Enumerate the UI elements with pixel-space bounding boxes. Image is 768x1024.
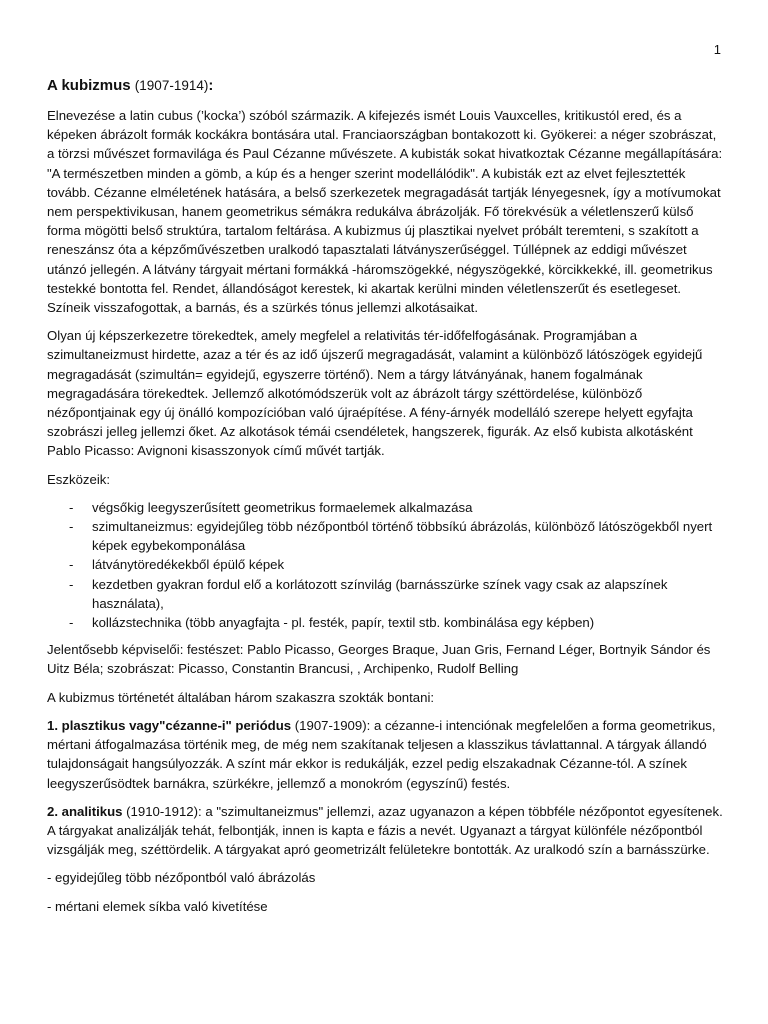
concept-paragraph: Olyan új képszerkezetre törekedtek, amely megfelel a relativitás tér-időfelfogásának. Programjában a szimultaneizmust hirdette, azaz a tér és az idő újszerű megragadását, valamint a különböző látószögek egyidejű megragadását (szimultán= egyidejű, egyszerre történő). Nem a tárgy látványának, hanem fogalmának megragadására törekedtek. Jellemző alkotómódszerük volt az ábrázolt tárgy széttördelése, különböző nézőpontjainak egy új önálló kompozícióban való újraépítése. A fény-árnyék modelláló szerepe helyett egyfajta szobrászi jelleg jellemzi őket. Az alkotások témái csendéletek, hangszerek, figurák. Az első kubista alkotásként Pablo Picasso: Avignoni kisasszonyok című művét tartják. [47, 328, 703, 459]
list-item-text: szimultaneizmus: egyidejűleg több nézőpontból történő többsíkú ábrázolás, különböző látószögekből nyert képek egybekomponálása [92, 519, 713, 554]
list-item [47, 555, 726, 574]
period-1-heading: 1. plasztikus vagy"cézanne-i" periódus [47, 717, 292, 733]
intro-paragraph: Elnevezése a latin cubus (’kocka’) szóból származik. A kifejezés ismét Louis Vauxcelles, kritikustól ered, és a képeken ábrázolt formák kockákra bontására utal. Franciaországban bontakozott ki. Gyökerei: a néger szobrászat, a törzsi művészet formavilága és Paul Cézanne művészete. A kubisták sokat hivatkoztak Cézanne megállapítására: "A természetben minden a gömb, a kúp és a henger szerint modellálódik". A kubisták ezt az elvet fejlesztették tovább. Cézanne elméletének hatására, a belső szerkezetek megragadását tartják lényegesnek, így a motívumokat nem perspektivikusan, hanem geometrikus sémákra redukálva ábrázolják. Fő törekvésük a véletlenszerű külső forma mögötti belső struktúra, tartalom feltárása. A kubizmus új plasztikai nyelvet próbált teremteni, s szakított a reneszánsz óta a képzőművészetben uralkodó tapasztalati látványszerűséggel. Túllépnek az eddigi művészet utánzó jellegén. A látvány tárgyait mértani formákká -háromszögekké, négyszögekké, körcikkekké, ill. geometrikus testekké bontotta fel. Rendet, állandóságot kerestek, ki akartak kerülni minden véletlenszerűt és esetlegeset. Színeik visszafogottak, a barnás, és a szürkés tónus jellemzi alkotásaikat. [47, 108, 723, 316]
list-dash: - [69, 557, 74, 573]
period-1-body: (1907-1909): a cézanne-i intenciónak megfelelően a forma geometrikus, mértani átfogalmazása történik meg, de még nem szakítanak teljesen a klasszikus távlattannal. A tárgyak állandó tulajdonságait hangsúlyozzák. A színt már ekkor is redukálják, ezzel pedig elszakadnak Cézanne-tól. A színek leegyszerűsödtek barnákra, szürkékre, jellemző a monokróm (egyszínű) festés. [47, 717, 716, 791]
title-colon: : [208, 77, 214, 94]
page-title [47, 77, 213, 94]
list-dash: - [69, 519, 74, 535]
tools-label: Eszközeik: [47, 471, 111, 487]
analytic-item-1: - egyidejűleg több nézőpontból való ábrázolás [47, 870, 316, 886]
list-item [47, 613, 726, 632]
list-item-text: látványtöredékekből épülő képek [92, 557, 285, 573]
period-1-paragraph [47, 716, 726, 793]
list-dash: - [69, 576, 74, 592]
page-number: 1 [713, 42, 721, 57]
list-item-text: végsőkig leegyszerűsített geometrikus formaelemek alkalmazása [92, 499, 473, 515]
list-dash: - [69, 615, 74, 631]
period-2-paragraph [47, 802, 726, 860]
list-dash: - [69, 499, 74, 515]
list-item [47, 575, 726, 613]
tools-list [47, 498, 726, 632]
title-main: A kubizmus [47, 77, 131, 94]
list-item-text: kezdetben gyakran fordul elő a korlátozott színvilág (barnásszürke színek vagy csak az alapszínek használata), [92, 576, 668, 611]
title-years: (1907-1914) [134, 78, 209, 93]
list-item [47, 498, 726, 517]
analytic-item-2: - mértani elemek síkba való kivetítése [47, 898, 268, 914]
period-2-heading: 2. analitikus [47, 803, 123, 819]
list-item-text: kollázstechnika (több anyagfajta - pl. festék, papír, textil stb. kombinálása egy képben) [92, 615, 595, 631]
list-item [47, 517, 726, 555]
period-2-body: (1910-1912): a "szimultaneizmus" jellemzi, azaz ugyanazon a képen többféle nézőpontot egyesítenek. A tárgyakat analizálják tehát, felbontják, innen is kapta e fázis a nevét. Ugyanazt a tárgyat különféle nézőpontból vizsgálják meg, széttördelik. A tárgyakat apró geometrizált felületekre bontották. Az uralkodó szín a barnásszürke. [47, 803, 723, 858]
document-body [47, 106, 726, 925]
periods-intro: A kubizmus történetét általában három szakaszra szokták bontani: [47, 689, 435, 705]
representatives-paragraph: Jelentősebb képviselői: festészet: Pablo Picasso, Georges Braque, Juan Gris, Fernand Léger, Bortnyik Sándor és Uitz Béla; szobrászat: Picasso, Constantin Brancusi, , Archipenko, Rudolf Belling [47, 642, 711, 677]
